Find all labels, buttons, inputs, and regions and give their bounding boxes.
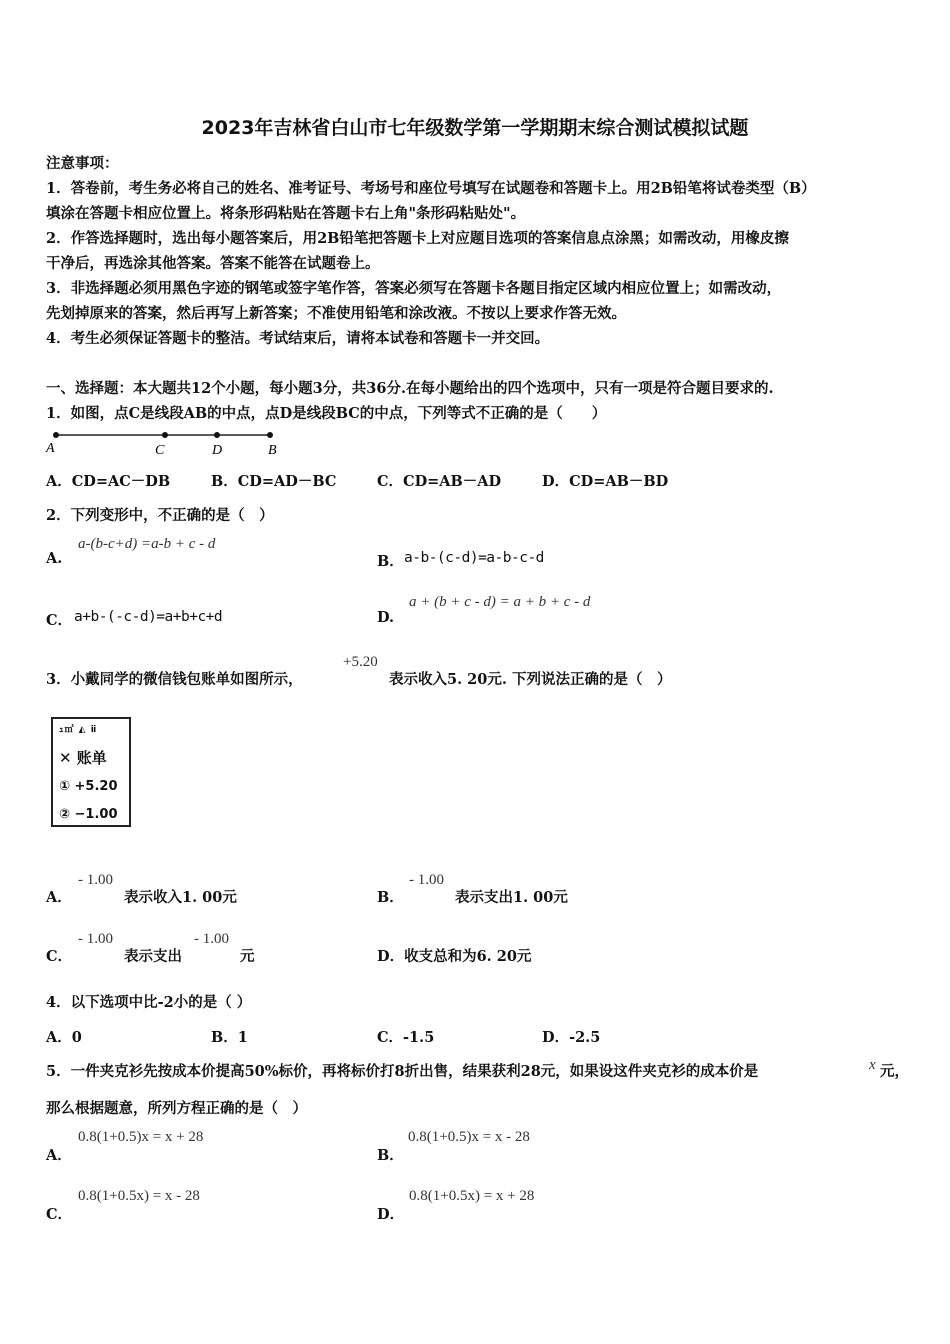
q5-option-d-expr: 0.8(1+0.5x) = x + 28 bbox=[409, 1188, 535, 1204]
q5-stem-var: x bbox=[869, 1057, 876, 1073]
notice-line: 2．作答选择题时，选出每小题答案后，用2B铅笔把答题卡上对应题目选项的答案信息点涂黑；如需改动，用橡皮擦 bbox=[46, 230, 789, 247]
notice-line: 1．答卷前，考生务必将自己的姓名、准考证号、考场号和座位号填写在试题卷和答题卡上。用2B铅笔将试卷类型（B） bbox=[46, 180, 816, 197]
q5-option-b-label: B． bbox=[377, 1147, 404, 1164]
q5-option-a-expr: 0.8(1+0.5)x = x + 28 bbox=[78, 1129, 204, 1145]
q2-option-a-expr: a-(b-c+d) =a-b + c - d bbox=[78, 536, 216, 552]
notice-line: 干净后，再选涂其他答案。答案不能答在试题卷上。 bbox=[46, 255, 380, 272]
q3-stem-value: +5.20 bbox=[343, 654, 378, 670]
q5-option-d-label: D． bbox=[377, 1206, 405, 1223]
q4-option-a: A．0 bbox=[46, 1029, 82, 1046]
q2-option-c-expr: a+b-(-c-d)=a+b+c+d bbox=[74, 609, 223, 625]
q4-option-b: B．1 bbox=[211, 1029, 248, 1046]
q5-option-c-label: C． bbox=[46, 1206, 73, 1223]
wallet-status-bar: ｭ㎡ ◭ ⅱ bbox=[59, 725, 98, 735]
point-c-label: C bbox=[155, 443, 165, 458]
q3-option-d: D．收支总和为6. 20元 bbox=[377, 948, 532, 965]
notice-line: 先划掉原来的答案，然后再写上新答案；不准使用铅笔和涂改液。不按以上要求作答无效。 bbox=[46, 305, 626, 322]
q3-option-c-text1: 表示支出 bbox=[124, 948, 182, 965]
q4-option-c: C．-1.5 bbox=[377, 1029, 435, 1046]
q3-option-c-value2: - 1.00 bbox=[194, 931, 229, 947]
question-5-stem-line2: 那么根据题意，所列方程正确的是（ ） bbox=[46, 1100, 307, 1117]
point-b-dot bbox=[267, 432, 273, 438]
wallet-title: ✕ 账单 bbox=[59, 749, 107, 767]
q5-stem-post: 元， bbox=[880, 1063, 909, 1080]
q1-option-a: A．CD=AC－DB bbox=[46, 473, 171, 490]
q2-option-d-label: D. bbox=[377, 609, 395, 626]
point-d-label: D bbox=[212, 443, 223, 458]
q3-option-b-label: B． bbox=[377, 889, 404, 906]
q1-option-b: B．CD=AD－BC bbox=[211, 473, 337, 490]
q1-option-d: D．CD=AB－BD bbox=[542, 473, 669, 490]
q3-option-c-text2: 元 bbox=[240, 948, 255, 965]
notice-heading: 注意事项： bbox=[46, 155, 119, 172]
q5-option-c-expr: 0.8(1+0.5x) = x - 28 bbox=[78, 1188, 200, 1204]
q2-option-b-label: B． bbox=[377, 553, 404, 570]
question-2-stem: 2．下列变形中，不正确的是（ ） bbox=[46, 507, 274, 524]
section-heading: 一、选择题：本大题共12个小题，每小题3分，共36分.在每小题给出的四个选项中，只有一项是符合题目要求的. bbox=[46, 380, 774, 397]
q2-option-b-expr: a-b-(c-d)=a-b-c-d bbox=[404, 550, 544, 566]
notice-line: 4．考生必须保证答题卡的整洁。考试结束后，请将本试卷和答题卡一并交回。 bbox=[46, 330, 550, 347]
notice-line: 填涂在答题卡相应位置上。将条形码粘贴在答题卡右上角"条形码粘贴处"。 bbox=[46, 205, 526, 222]
question-4-stem: 4．以下选项中比-2小的是（ ） bbox=[46, 994, 252, 1011]
line-segment-figure bbox=[44, 425, 284, 459]
q3-option-b-value: - 1.00 bbox=[409, 872, 444, 888]
q3-option-a-label: A． bbox=[46, 889, 72, 906]
q3-option-a-value: - 1.00 bbox=[78, 872, 113, 888]
q5-option-a-label: A． bbox=[46, 1147, 72, 1164]
notice-line: 3．非选择题必须用黑色字迹的钢笔或签字笔作答，答案必须写在答题卡各题目指定区域内相应位置上；如需改动， bbox=[46, 280, 782, 297]
question-5-stem: 5．一件夹克衫先按成本价提高50%标价，再将标价打8折出售，结果获利28元，如果设这件夹克衫的成本价是 bbox=[46, 1063, 759, 1080]
q3-option-c-label: C． bbox=[46, 948, 73, 965]
q4-option-d: D．-2.5 bbox=[542, 1029, 601, 1046]
q1-option-c: C．CD=AB－AD bbox=[377, 473, 502, 490]
wallet-item-expense: ② −1.00 bbox=[59, 807, 118, 822]
point-a-label: A bbox=[46, 441, 55, 456]
point-c-dot bbox=[162, 432, 168, 438]
question-3-stem: 3．小戴同学的微信钱包账单如图所示， bbox=[46, 671, 303, 688]
q2-option-c-label: C． bbox=[46, 612, 73, 629]
point-a-dot bbox=[53, 432, 59, 438]
point-b-label: B bbox=[268, 443, 277, 458]
q3-option-c-value1: - 1.00 bbox=[78, 931, 113, 947]
q3-option-b-text: 表示支出1. 00元 bbox=[455, 889, 568, 906]
question-1-stem: 1．如图，点C是线段AB的中点，点D是线段BC的中点，下列等式不正确的是（ ） bbox=[46, 405, 607, 422]
wallet-bill-image bbox=[51, 717, 131, 827]
q3-stem-post: 表示收入5. 20元. 下列说法正确的是（ ） bbox=[389, 671, 672, 688]
q3-option-a-text: 表示收入1. 00元 bbox=[124, 889, 237, 906]
page-title: 2023年吉林省白山市七年级数学第一学期期末综合测试模拟试题 bbox=[201, 117, 749, 139]
wallet-item-income: ① +5.20 bbox=[59, 779, 118, 794]
point-d-dot bbox=[214, 432, 220, 438]
q2-option-d-expr: a + (b + c - d) = a + b + c - d bbox=[409, 594, 591, 610]
q5-option-b-expr: 0.8(1+0.5)x = x - 28 bbox=[408, 1129, 530, 1145]
q2-option-a-label: A. bbox=[46, 550, 63, 567]
